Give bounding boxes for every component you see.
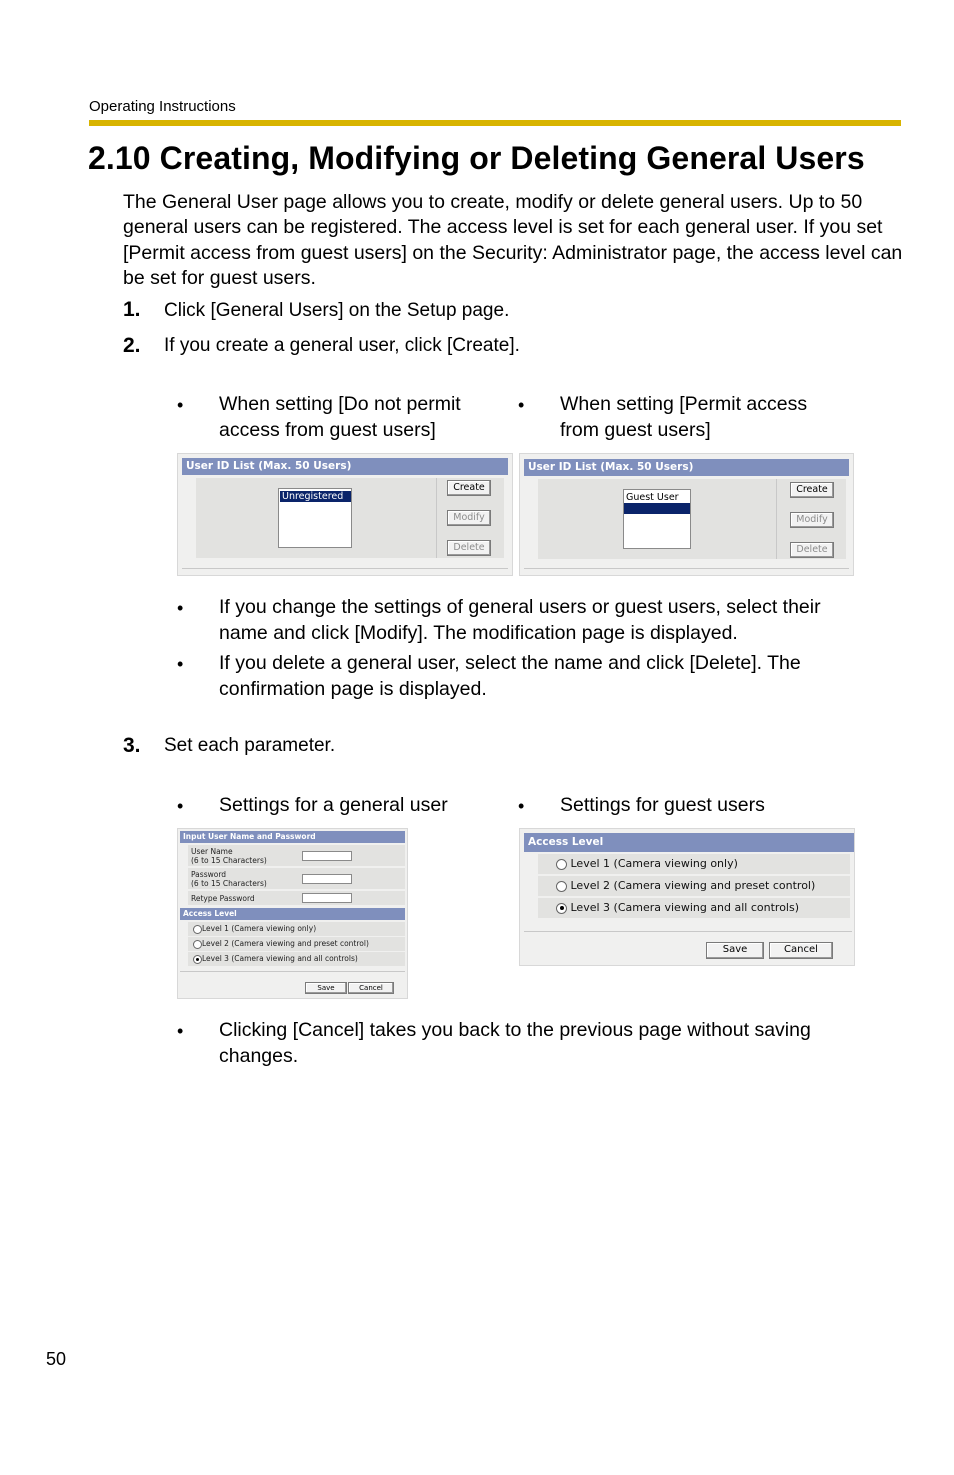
step-2-number: 2.	[123, 334, 141, 357]
level-1-label: Level 1 (Camera viewing only)	[202, 924, 317, 933]
list-item-guest-user[interactable]: Guest User	[626, 492, 679, 503]
level-2-radio[interactable]	[193, 940, 202, 949]
guest-level-2-label: Level 2 (Camera viewing and preset control)	[570, 879, 816, 892]
step-3-text: Set each parameter.	[164, 735, 336, 756]
guest-level-2-radio[interactable]	[556, 881, 567, 892]
bullet-guest-settings: Settings for guest users	[560, 794, 765, 816]
guest-level-1-radio[interactable]	[556, 859, 567, 870]
modify-button[interactable]: Modify	[447, 510, 491, 526]
retype-password-input[interactable]	[302, 893, 352, 903]
bullet-dot: •	[177, 796, 184, 816]
bullet-cancel-note: Clicking [Cancel] takes you back to the previous page without saving changes.	[219, 1019, 811, 1067]
level-1-radio[interactable]	[193, 925, 202, 934]
modify-button[interactable]: Modify	[790, 512, 834, 528]
bullet-dot: •	[177, 395, 184, 415]
create-button[interactable]: Create	[447, 480, 491, 496]
user-list-panel-permit-guest	[519, 453, 854, 576]
page-title: 2.10 Creating, Modifying or Deleting General Users	[88, 140, 865, 176]
password-label: Password	[191, 870, 227, 879]
step-3-number: 3.	[123, 734, 141, 757]
guest-level-1-label: Level 1 (Camera viewing only)	[570, 857, 738, 870]
bullet-dot: •	[177, 1021, 184, 1041]
input-user-heading: Input User Name and Password	[180, 831, 405, 843]
intro-paragraph: The General User page allows you to create, modify or delete general users. Up to 50 general users can be registered. The access level is set for each general user. If you set [Permit access from guest users] on the Security: Administrator page, the access level can be set for guest users.	[123, 191, 903, 289]
save-button[interactable]: Save	[305, 982, 347, 994]
bullet-general-user-settings: Settings for a general user	[219, 794, 448, 816]
step-2-text: If you create a general user, click [Create].	[164, 335, 520, 356]
page-number: 50	[46, 1349, 67, 1369]
access-level-heading: Access Level	[524, 833, 854, 852]
guest-listbox[interactable]	[623, 489, 691, 549]
level-3-radio[interactable]	[193, 955, 202, 964]
guest-level-3-label: Level 3 (Camera viewing and all controls)	[570, 901, 800, 914]
password-hint: (6 to 15 Characters)	[191, 879, 267, 888]
retype-password-label: Retype Password	[191, 894, 255, 903]
running-header: Operating Instructions	[89, 98, 236, 115]
bullet-modify: If you change the settings of general users or guest users, select their name and click [Modify]. The modification page is displayed.	[219, 596, 821, 644]
password-input[interactable]	[302, 874, 352, 884]
user-list-heading: User ID List (Max. 50 Users)	[524, 459, 849, 476]
general-user-form-panel	[177, 828, 408, 999]
bullet-dot: •	[177, 598, 184, 618]
access-level-heading: Access Level	[180, 908, 405, 920]
step-1-text: Click [General Users] on the Setup page.	[164, 300, 510, 321]
cancel-button[interactable]: Cancel	[348, 982, 394, 994]
guest-access-panel	[519, 828, 855, 966]
save-button[interactable]: Save	[706, 942, 764, 959]
delete-button[interactable]: Delete	[447, 540, 491, 556]
user-list-heading: User ID List (Max. 50 Users)	[182, 458, 508, 475]
header-rule	[89, 120, 901, 126]
delete-button[interactable]: Delete	[790, 542, 834, 558]
bullet-permit-guest: When setting [Permit access from guest users]	[560, 393, 808, 441]
cancel-button[interactable]: Cancel	[769, 942, 833, 959]
bullet-dot: •	[518, 796, 525, 816]
bullet-dot: •	[177, 654, 184, 674]
user-listbox[interactable]	[278, 488, 352, 548]
user-name-input[interactable]	[302, 851, 352, 861]
level-3-label: Level 3 (Camera viewing and all controls)	[202, 954, 358, 963]
create-button[interactable]: Create	[790, 482, 834, 498]
guest-level-3-radio[interactable]	[556, 903, 567, 914]
bullet-no-guest: When setting [Do not permit access from guest users]	[219, 393, 461, 441]
list-item-unregistered[interactable]: Unregistered	[280, 491, 351, 502]
bullet-dot: •	[518, 395, 525, 415]
user-name-hint: (6 to 15 Characters)	[191, 856, 267, 865]
bullet-delete: If you delete a general user, select the name and click [Delete]. The confirmation page is displayed.	[219, 652, 801, 700]
level-2-label: Level 2 (Camera viewing and preset control)	[202, 939, 369, 948]
step-1-number: 1.	[123, 298, 141, 321]
list-item-selected-empty[interactable]	[624, 503, 690, 514]
user-list-panel-no-guest	[177, 453, 513, 576]
user-name-label: User Name	[191, 847, 233, 856]
